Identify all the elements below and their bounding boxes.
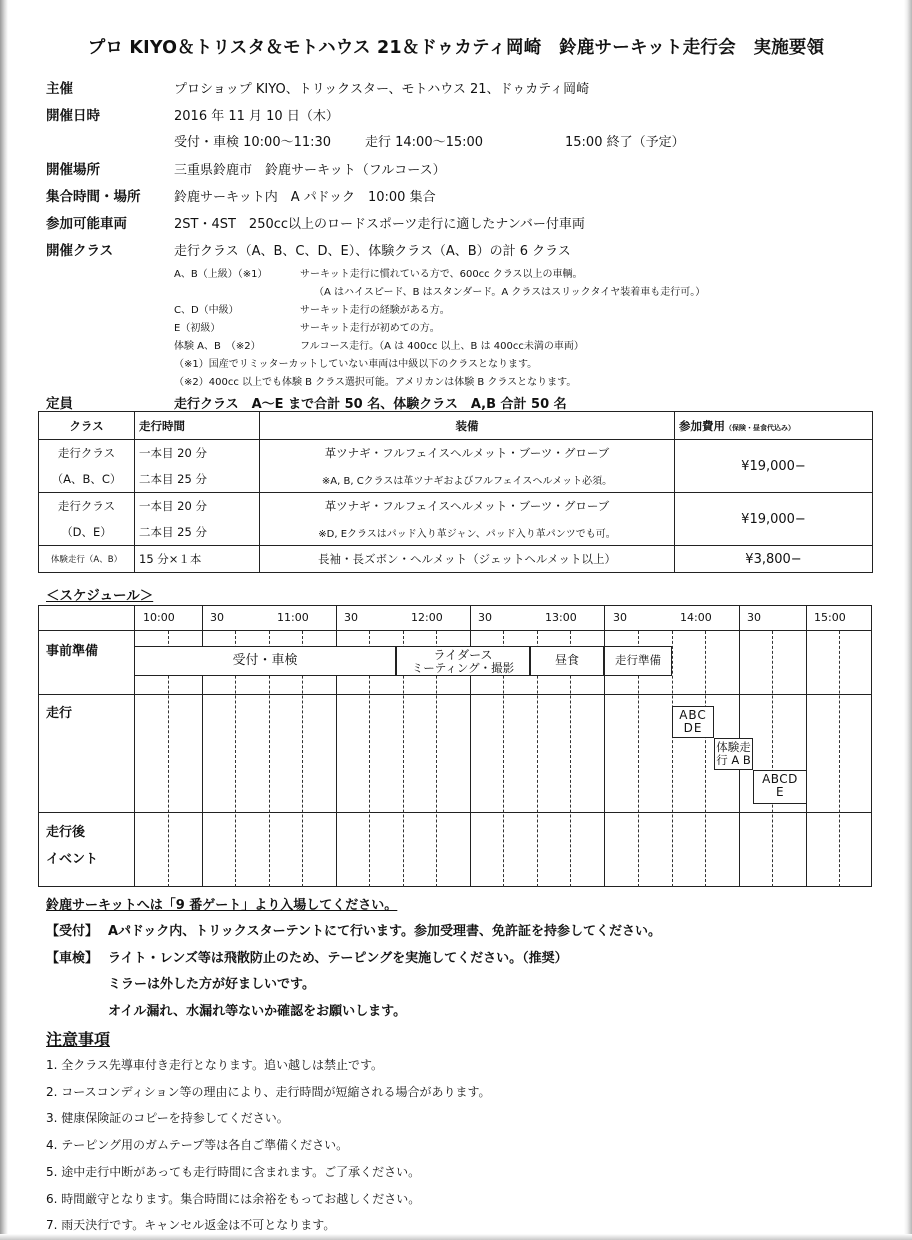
- note-item: 5. 途中走行中断があっても走行時間に含まれます。ご了承ください。: [46, 1165, 421, 1179]
- date-value: 2016 年 11 月 10 日（木）: [174, 109, 339, 124]
- table-header: 装備: [260, 412, 675, 440]
- page-edge-right: [904, 0, 912, 1240]
- block-line: 体験走: [716, 740, 751, 754]
- page-edge-left: [0, 0, 8, 1240]
- schedule-hour-line: [806, 605, 807, 887]
- class-detail-name: E（初級）: [174, 323, 221, 334]
- meeting-value: 鈴鹿サーキット内 A パドック 10:00 集合: [174, 190, 436, 205]
- schedule-divider: [38, 694, 872, 695]
- time-label: 11:00: [277, 611, 309, 624]
- class-cell: 走行クラス: [39, 440, 135, 467]
- gate-instruction: 鈴鹿サーキットへは「9 番ゲート」より入場してください。: [46, 898, 398, 913]
- fee-cell: ¥19,000−: [675, 440, 873, 493]
- schedule-block-run-trial: [714, 738, 753, 770]
- schedule-dashed-line: [839, 631, 840, 887]
- classes-value: 走行クラス（A、B、C、D、E）、体験クラス（A、B）の計 6 クラス: [174, 244, 571, 259]
- schedule-block-lunch: 昼食: [530, 646, 604, 676]
- schedule-heading: ＜スケジュール＞: [46, 588, 154, 604]
- document-title: プロ KIYO＆トリスタ＆モトハウス 21＆ドゥカティ岡崎 鈴鹿サーキット走行会 実施要領: [87, 38, 825, 58]
- equipment-note-cell: ※D, Eクラスはパッド入り革ジャン、パッド入り革パンツでも可。: [260, 519, 675, 546]
- block-line: ミーティング・撮影: [411, 661, 515, 675]
- note-item: 3. 健康保険証のコピーを持参してください。: [46, 1111, 289, 1125]
- organizer-value: プロショップ KIYO、トリックスター、モトハウス 21、ドゥカティ岡崎: [174, 82, 590, 97]
- note-item: 2. コースコンディション等の理由により、走行時間が短縮される場合があります。: [46, 1085, 491, 1099]
- table-row: [39, 440, 873, 467]
- block-line: ライダース: [433, 648, 493, 662]
- class-cell: 走行クラス: [39, 493, 135, 520]
- equipment-cell: 長袖・長ズボン・ヘルメット（ジェットヘルメット以上）: [260, 546, 675, 573]
- inspection-instruction: オイル漏れ、水漏れ等ないか確認をお願いします。: [108, 1004, 407, 1019]
- reception-time: 受付・車検 10:00～11:30: [174, 135, 332, 150]
- note-item: 4. テーピング用のガムテープ等は各自ご準備ください。: [46, 1138, 349, 1152]
- block-line: E: [775, 785, 785, 799]
- schedule-block-run-abcde: [672, 706, 714, 738]
- fee-header-note: （保険・昼食代込み）: [725, 423, 795, 432]
- block-line: ABC: [679, 708, 707, 722]
- notes-heading: 注意事項: [46, 1030, 111, 1049]
- end-time: 15:00 終了（予定）: [565, 135, 685, 150]
- class-cell: （D、E）: [39, 519, 135, 546]
- schedule-row-label: イベント: [46, 852, 99, 867]
- vehicles-value: 2ST・4ST 250cc以上のロードスポーツ走行に適したナンバー付車両: [174, 217, 585, 232]
- reception-instruction: Aパドック内、トリックスターテントにて行います。参加受理書、免許証を持参してください。: [108, 924, 661, 939]
- time-cell: 一本目 20 分: [135, 440, 260, 467]
- equipment-note-cell: ※A, B, Cクラスは革ツナギおよびフルフェイスヘルメット必須。: [260, 466, 675, 493]
- time-cell: 二本目 25 分: [135, 519, 260, 546]
- block-line: 行 A B: [716, 753, 751, 767]
- time-label: 13:00: [545, 611, 577, 624]
- meeting-label: 集合時間・場所: [46, 189, 141, 205]
- organizer-label: 主催: [46, 81, 73, 97]
- time-cell: 一本目 20 分: [135, 493, 260, 520]
- fee-cell: ¥19,000−: [675, 493, 873, 546]
- time-label: 30: [478, 611, 492, 624]
- time-label: 12:00: [411, 611, 443, 624]
- table-row: [39, 493, 873, 520]
- fee-cell: ¥3,800−: [675, 546, 873, 573]
- schedule-block-prep: 走行準備: [604, 646, 672, 676]
- class-detail-name: A、B（上級）（※1）: [174, 269, 268, 280]
- run-time: 走行 14:00～15:00: [365, 135, 484, 150]
- class-detail-name: 体験 A、B （※2）: [174, 341, 261, 352]
- schedule-block-run-abcde-2: [753, 770, 807, 804]
- class-cell: 体験走行（A、B）: [39, 546, 135, 573]
- block-line: DE: [683, 721, 703, 735]
- venue-value: 三重県鈴鹿市 鈴鹿サーキット（フルコース）: [174, 163, 446, 178]
- fee-table: [38, 411, 873, 573]
- block-line: ABCD: [762, 772, 798, 786]
- note-item: 7. 雨天決行です。キャンセル返金は不可となります。: [46, 1218, 336, 1232]
- date-label: 開催日時: [46, 108, 100, 124]
- reception-label: 【受付】: [46, 924, 99, 939]
- venue-label: 開催場所: [46, 162, 100, 178]
- time-label: 30: [344, 611, 358, 624]
- vehicles-label: 参加可能車両: [46, 216, 127, 232]
- table-header: [675, 412, 873, 440]
- time-cell: 二本目 25 分: [135, 466, 260, 493]
- schedule-dashed-line: [705, 631, 706, 887]
- note-item: 1. 全クラス先導車付き走行となります。追い越しは禁止です。: [46, 1058, 383, 1072]
- class-detail-desc: サーキット走行が初めての方。: [300, 323, 440, 334]
- class-detail-desc: サーキット走行に慣れている方で、600cc クラス以上の車輌。: [300, 269, 583, 280]
- footnote-2: （※2）400cc 以上でも体験 B クラス選択可能。アメリカンは体験 B クラスとなります。: [174, 377, 577, 388]
- time-label: 10:00: [143, 611, 175, 624]
- schedule-row-label: 走行後: [46, 825, 86, 840]
- schedule-dashed-line: [672, 631, 673, 887]
- schedule-row-label: 走行: [46, 706, 73, 721]
- footnote-1: （※1）国産でリミッターカットしていない車両は中級以下のクラスとなります。: [174, 359, 538, 370]
- capacity-label: 定員: [46, 396, 73, 412]
- schedule-row-label: 事前準備: [46, 644, 99, 659]
- inspection-label: 【車検】: [46, 951, 99, 966]
- equipment-cell: 革ツナギ・フルフェイスヘルメット・ブーツ・グローブ: [260, 440, 675, 467]
- page-edge-bottom: [0, 1234, 912, 1240]
- table-header: 走行時間: [135, 412, 260, 440]
- capacity-value: 走行クラス A～E まで合計 50 名、体験クラス A,B 合計 50 名: [174, 397, 567, 412]
- note-item: 6. 時間厳守となります。集合時間には余裕をもってお越しください。: [46, 1192, 421, 1206]
- inspection-instruction: ミラーは外した方が好ましいです。: [108, 977, 315, 992]
- table-header: クラス: [39, 412, 135, 440]
- schedule-divider: [38, 812, 872, 813]
- schedule-block-reception: 受付・車検: [134, 646, 396, 676]
- classes-label: 開催クラス: [46, 243, 114, 259]
- class-detail-desc: サーキット走行の経験がある方。: [300, 305, 450, 316]
- time-label: 30: [613, 611, 627, 624]
- class-detail-name: C、D（中級）: [174, 305, 239, 316]
- schedule-divider: [38, 630, 872, 631]
- fee-header-label: 参加費用: [679, 418, 725, 433]
- time-cell: 15 分×１本: [135, 546, 260, 573]
- time-label: 14:00: [680, 611, 712, 624]
- class-cell: （A、B、C）: [39, 466, 135, 493]
- table-header-row: [39, 412, 873, 440]
- equipment-cell: 革ツナギ・フルフェイスヘルメット・ブーツ・グローブ: [260, 493, 675, 520]
- time-label: 30: [747, 611, 761, 624]
- class-detail-desc: フルコース走行。（A は 400cc 以上、B は 400cc未満の車両）: [300, 341, 584, 352]
- time-label: 15:00: [814, 611, 846, 624]
- class-detail-desc: （A はハイスピード、B はスタンダード。A クラスはスリックタイヤ装着車も走行可。）: [314, 287, 706, 298]
- schedule-dashed-line: [772, 631, 773, 887]
- table-row: [39, 546, 873, 573]
- inspection-instruction: ライト・レンズ等は飛散防止のため、テーピングを実施してください。（推奨）: [108, 951, 568, 966]
- schedule-block-riders-meeting: [396, 646, 530, 676]
- time-label: 30: [210, 611, 224, 624]
